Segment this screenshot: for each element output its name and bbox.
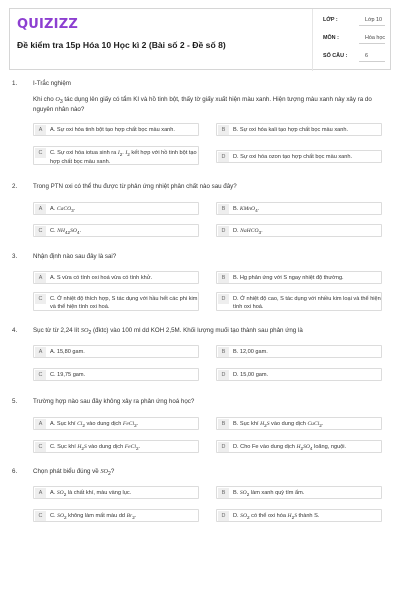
option-d[interactable]: D D. $SO_2$ có thể oxi hóa $H_2S$ thành S. xyxy=(216,509,382,522)
question-number: 2. xyxy=(12,183,18,190)
quizizz-logo: QUIZIZZ xyxy=(17,17,78,32)
question-text: Sục từ từ 2,24 lít $SO_2$ (đktc) vào 100 ml dd KOH 2,5M. Khối lượng muối tạo thành sau phản ứng là xyxy=(33,327,303,337)
option-d[interactable]: D D. Ở nhiệt độ cao, S tác dụng với nhiều kim loại và thể hiện tính oxi hoá. xyxy=(216,292,382,311)
question-number: 1. xyxy=(12,80,18,87)
option-c[interactable]: C C. Sục khí $H_2S$ vào dung dịch FeCl$_2$. xyxy=(33,440,199,453)
question-text: Nhận định nào sau đây là sai? xyxy=(33,253,117,260)
option-a[interactable]: A A. CaCO$_3$. xyxy=(33,202,199,215)
worksheet-meta xyxy=(312,9,392,71)
option-b[interactable]: B B. Hg phản ứng với S ngay nhiệt độ thường. xyxy=(216,271,382,284)
question-text: Trường hợp nào sau đây không xảy ra phản ứng hoá học? xyxy=(33,398,195,405)
option-c[interactable]: C C. $SO_2$ không làm mất màu dd $Br_2$. xyxy=(33,509,199,522)
option-c[interactable]: C C. Sự oxi hóa iotua sinh ra $I_2$. $I_2$ kết hợp với hồ tinh bột tạo hợp chất bọc màu xanh. xyxy=(33,146,199,165)
worksheet-header xyxy=(9,8,391,70)
option-a[interactable]: A A. $SO_2$ là chất khí, màu vàng lục. xyxy=(33,486,199,499)
option-a[interactable]: A A. S vừa có tính oxi hoá vừa có tính khử. xyxy=(33,271,199,284)
meta-class: LỚP : Lớp 10 xyxy=(313,13,393,28)
question-text: Trong PTN oxi có thể thu được từ phản ứng nhiệt phân chất nào sau đây? xyxy=(33,183,237,190)
question-number: 5. xyxy=(12,398,18,405)
question-number: 4. xyxy=(12,327,18,334)
option-c[interactable]: C C. Ở nhiệt độ thích hợp, S tác dụng với hầu hết các phi kim và thể hiện tính oxi hoá. xyxy=(33,292,199,311)
question-number: 3. xyxy=(12,253,18,260)
meta-subject: MÔN : Hóa học xyxy=(313,31,393,46)
option-c[interactable]: C C. 19,75 gam. xyxy=(33,368,199,381)
option-b[interactable]: B B. 12,00 gam. xyxy=(216,345,382,358)
option-b[interactable]: B B. Sục khí $H_2S$ vào dung dịch CuCl$_2$. xyxy=(216,417,382,430)
question-number: 6. xyxy=(12,468,18,475)
option-d[interactable]: D D. NaHCO$_3$. xyxy=(216,224,382,237)
option-b[interactable]: B B. Sự oxi hóa kali tạo hợp chất bọc màu xanh. xyxy=(216,123,382,136)
option-d[interactable]: D D. 15,00 gam. xyxy=(216,368,382,381)
question-text: I-Trắc nghiệm Khi cho $O_3$ tác dụng lên giấy có tẩm KI và hồ tinh bột, thấy tờ giấy xuất hiện màu xanh. Hiện tượng màu xanh này xảy ra do nguyên nhân nào? xyxy=(33,80,372,114)
meta-question-count: SỐ CÂU : 6 xyxy=(313,49,393,64)
option-a[interactable]: A A. 15,80 gam. xyxy=(33,345,199,358)
option-a[interactable]: A A. Sự oxi hóa tinh bột tạo hợp chất bọc màu xanh. xyxy=(33,123,199,136)
option-b[interactable]: B B. KMnO$_4$. xyxy=(216,202,382,215)
option-a[interactable]: A A. Sục khí $Cl_2$ vào dung dịch FeCl$_2$. xyxy=(33,417,199,430)
option-c[interactable]: C C. $NH_{42}SO_4$. xyxy=(33,224,199,237)
question-text: Chọn phát biểu đúng về $SO_2$? xyxy=(33,468,115,478)
option-b[interactable]: B B. $SO_2$ làm xanh quỳ tím ẩm. xyxy=(216,486,382,499)
worksheet-title: Đề kiểm tra 15p Hóa 10 Học kì 2 (Bài số 2 - Đề số 8) xyxy=(17,40,226,50)
option-d[interactable]: D D. Cho Fe vào dung dịch $H_2SO_4$ loãng, nguội. xyxy=(216,440,382,453)
option-d[interactable]: D D. Sự oxi hóa ozon tạo hợp chất bọc màu xanh. xyxy=(216,150,382,163)
